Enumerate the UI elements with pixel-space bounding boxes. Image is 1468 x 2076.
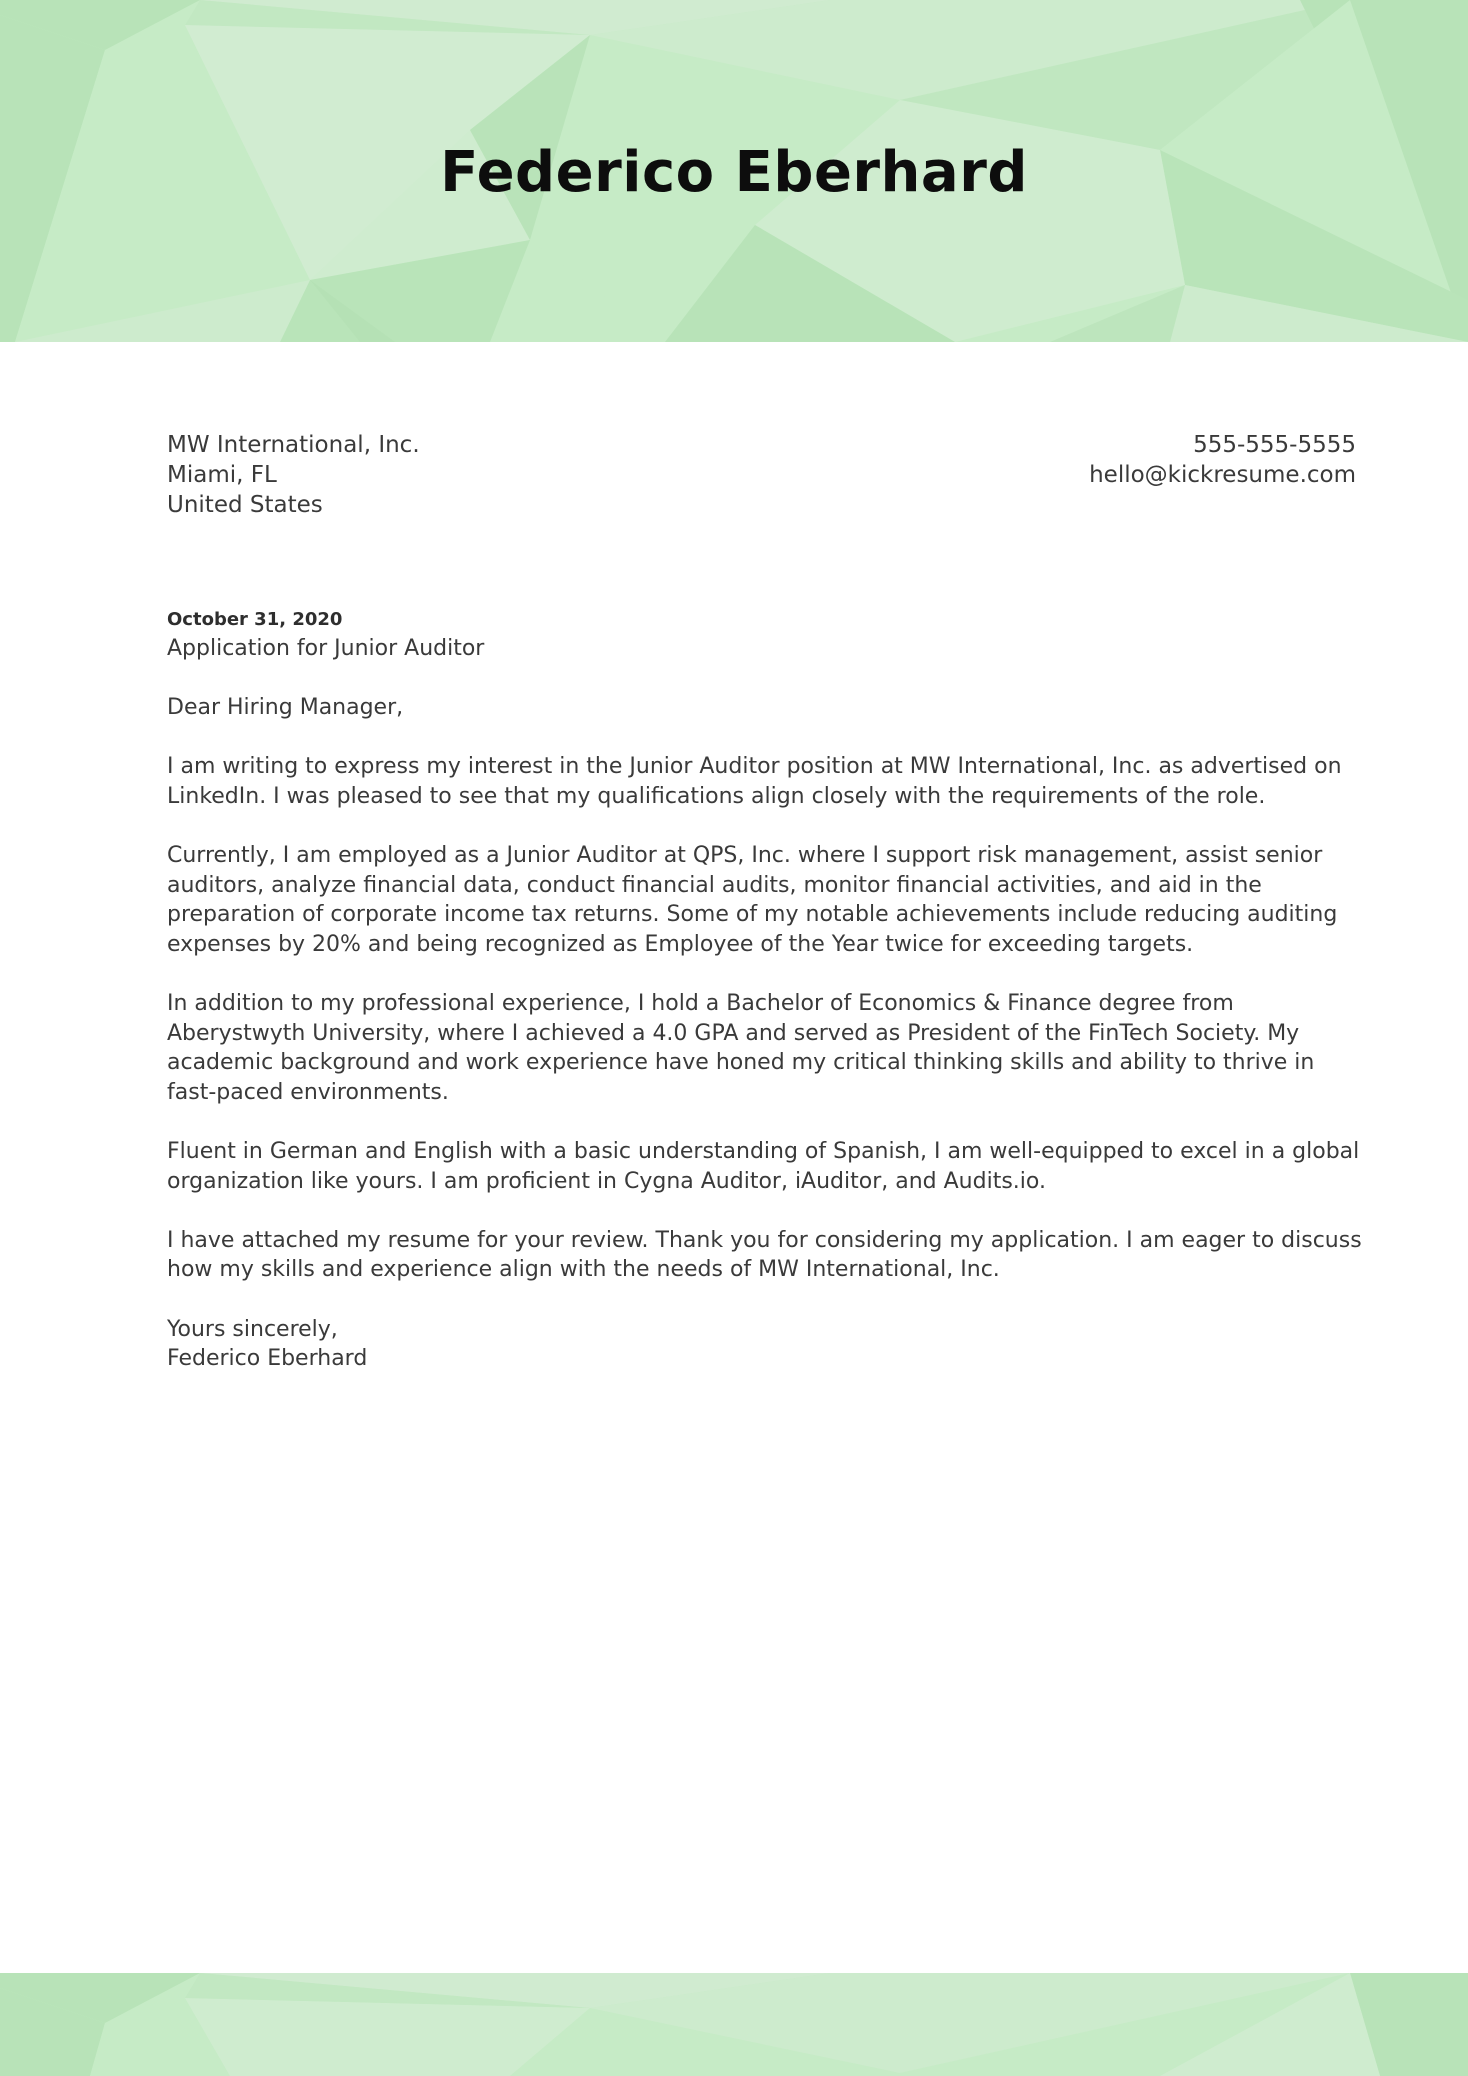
letter-closing: Yours sincerely, [167,1316,338,1342]
letter-subject: Application for Junior Auditor [167,636,485,661]
recipient-address-block [167,430,420,520]
contact-phone: 555-555-5555 [1193,432,1356,458]
recipient-company: MW International, Inc. [167,432,420,458]
letter-salutation: Dear Hiring Manager, [167,695,404,721]
letter-signature: Federico Eberhard [167,1346,368,1372]
polygon-pattern-footer [0,1973,1468,2076]
header-banner [0,0,1468,342]
footer-banner [0,1973,1468,2076]
recipient-country: United States [167,492,323,518]
letter-paragraph: Fluent in German and English with a basic understanding of Spanish, I am well-equipped to excel in a global organization like yours. I am proficient in Cygna Auditor, iAuditor, and Audits.io. [167,1139,1360,1194]
letter-paragraph: Currently, I am employed as a Junior Auditor at QPS, Inc. where I support risk management, assist senior auditors, analyze financial data, conduct financial audits, monitor financial activities, and aid in the preparation of corporate income tax returns. Some of my notable achievements include reducing auditing expenses by 20% and being recognized as Employee of the Year twice for exceeding targets. [167,843,1338,957]
recipient-city: Miami, FL [167,462,277,488]
letter-paragraph: I have attached my resume for your review. Thank you for considering my application. I am eager to discuss how my skills and experience align with the needs of MW International, Inc. [167,1227,1362,1283]
letter-date: October 31, 2020 [167,609,343,630]
sender-contact-block [1089,430,1356,490]
letter-paragraph: I am writing to express my interest in the Junior Auditor position at MW International, Inc. as advertised on LinkedIn. I was pleased to see that my qualifications align closely with the requirements of the role. [167,754,1342,809]
contact-email: hello@kickresume.com [1089,462,1356,488]
letter-paragraph: In addition to my professional experience, I hold a Bachelor of Economics & Finance degree from Aberystwyth University, where I achieved a 4.0 GPA and served as President of the FinTech Society. My academic background and work experience have honed my critical thinking skills and ability to thrive in fast-paced environments. [167,991,1315,1105]
letter-body [167,606,1362,1374]
applicant-name-heading: Federico Eberhard [440,140,1028,205]
